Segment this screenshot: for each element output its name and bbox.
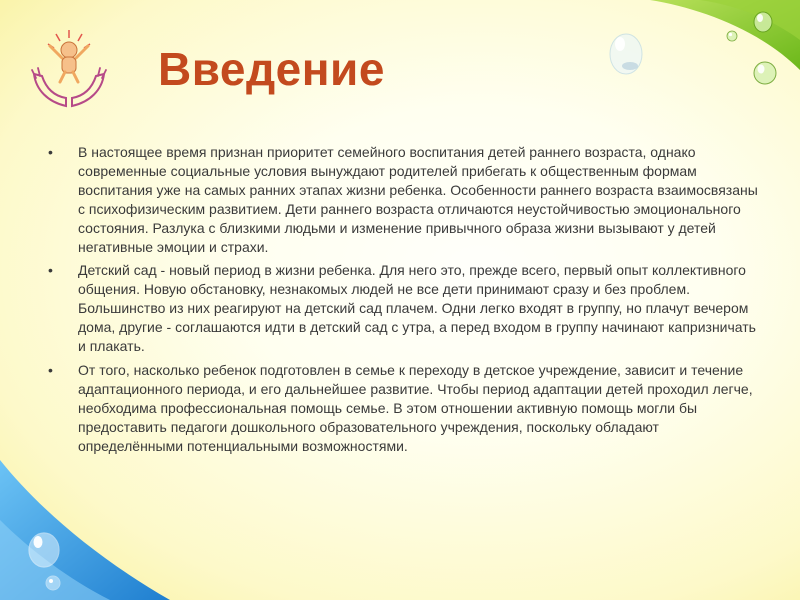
green-corner-decoration [640, 0, 800, 110]
paragraph-text: От того, насколько ребенок подготовлен в семье к переходу в детское учреждение, зависит и течение адаптационного периода, и его дальнейшее развитие. Чтобы период адаптации детей проходил легче, необходима профессиональная помощь семье. В этом отношении активную помощь могли бы предоставить педагоги дошкольного образовательного учреждения, поскольку обладают определёнными потенциальными возможностями. [78, 361, 753, 454]
slide-content [48, 143, 760, 461]
water-drop-icon [752, 60, 778, 86]
paragraph-text: В настоящее время признан приоритет семейного воспитания детей раннего возраста, однако современные социальные условия вынуждают родителей прибегать к общественным формам воспитания уже на самых ранних этапах жизни ребенка. Особенности раннего возраста взаимосвязаны с психофизическим развитием. Дети раннего возраста отличаются неустойчивостью эмоционального состояния. Разлука с близкими людьми и изменение привычного образа жизни вызывают у детей негативные эмоции и страхи. [78, 144, 758, 255]
bullet-dot: • [48, 144, 53, 160]
child-in-hands-logo [26, 26, 112, 114]
bullet-dot: • [48, 262, 53, 279]
slide-title: Введение [158, 43, 385, 95]
paragraph-text: Детский сад - новый период в жизни ребенка. Для него это, прежде всего, первый опыт коллективного общения. Новую обстановку, незнакомых людей не все дети принимают сразу и без проблем. Большинство из них реагируют на детский сад плачем. Одни легко входят в группу, но плачут вечером дома, другие - соглашаются идти в детский сад с утра, а перед входом в группу начинают капризничать и плакать. [78, 262, 756, 355]
water-drop-icon [26, 530, 62, 570]
bullet-dot: • [48, 361, 53, 378]
water-drop-icon [752, 10, 774, 34]
bullet-list [48, 143, 760, 456]
list-item [48, 361, 760, 456]
water-drop-icon [44, 574, 62, 592]
water-drop-icon [726, 30, 738, 42]
list-item [48, 143, 760, 256]
list-item [48, 261, 760, 356]
water-drop-icon [606, 30, 646, 78]
